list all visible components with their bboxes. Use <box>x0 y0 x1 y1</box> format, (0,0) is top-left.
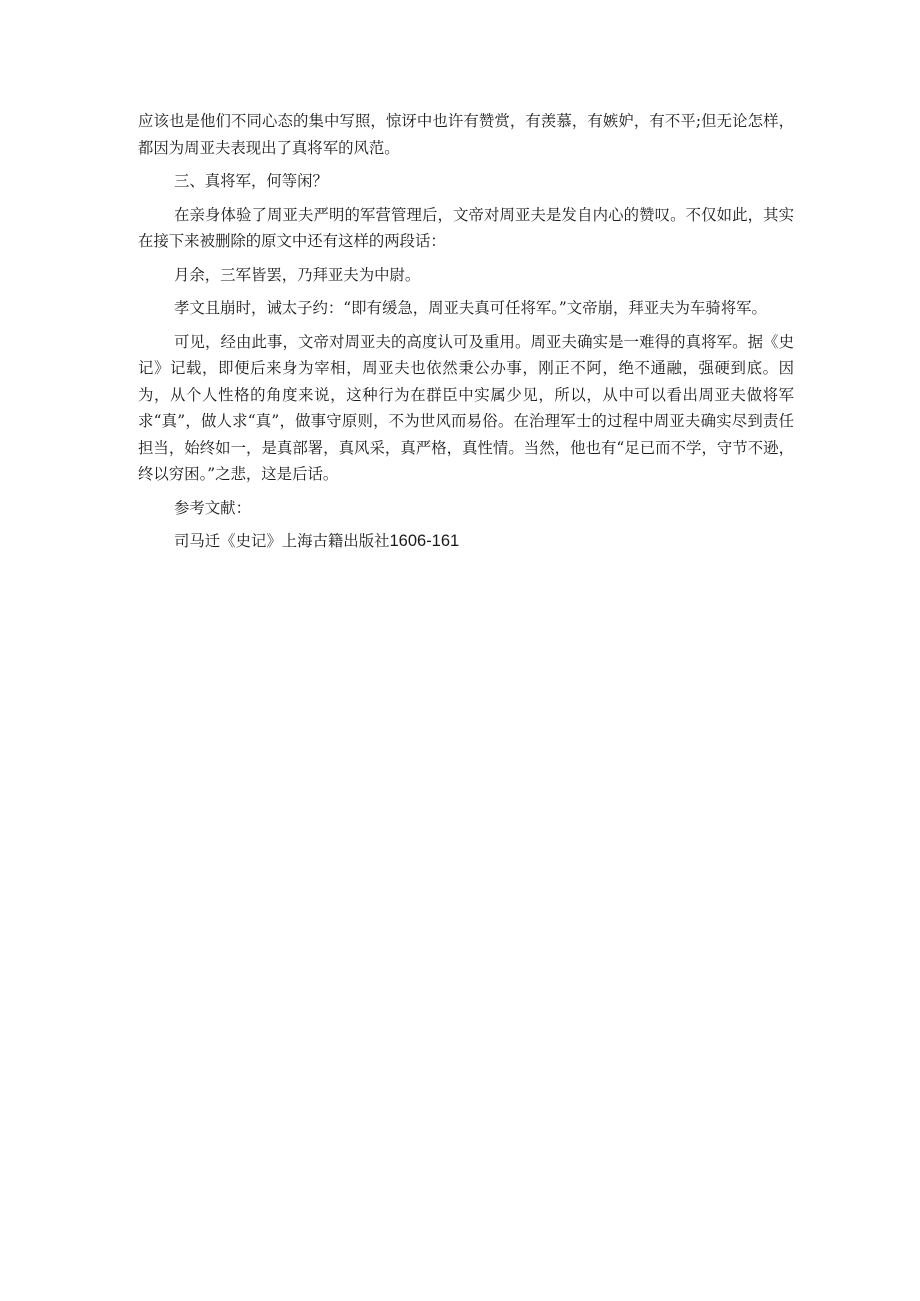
reference-text: 司马迁《史记》上海古籍出版社 <box>174 532 390 550</box>
reference-pages: 1606-161 <box>389 532 460 550</box>
reference-entry <box>138 528 794 555</box>
paragraph-continuation: 应该也是他们不同心态的集中写照，惊讶中也许有赞赏，有羡慕，有嫉妒，有不平;但无论怎样，都因为周亚夫表现出了真将军的风范。 <box>138 112 794 157</box>
paragraph-body: 可见，经由此事，文帝对周亚夫的高度认可及重用。周亚夫确实是一难得的真将军。据《史记》记载，即便后来身为宰相，周亚夫也依然秉公办事，刚正不阿，绝不通融，强硬到底。因为，从个人性格的角度来说，这种行为在群臣中实属少见，所以，从中可以看出周亚夫做将军求“真”，做人求“真”，做事守原则，不为世风而易俗。在治理军士的过程中周亚夫确实尽到责任担当，始终如一，是真部署，真风采，真严格，真性情。当然，他也有“足已而不学，守节不逊，终以穷困。”之悲，这是后话。 <box>138 332 794 483</box>
quote-paragraph: 孝文且崩时，诫太子约：“即有缓急，周亚夫真可任将军。”文帝崩，拜亚夫为车骑将军。 <box>174 299 767 317</box>
paragraph-body: 在亲身体验了周亚夫严明的军营管理后，文帝对周亚夫是发自内心的赞叹。不仅如此，其实在接下来被删除的原文中还有这样的两段话： <box>138 205 794 250</box>
document-page <box>138 108 794 555</box>
quote-paragraph: 月余，三军皆罢，乃拜亚夫为中尉。 <box>174 265 421 284</box>
references-heading: 参考文献： <box>174 498 251 517</box>
section-heading: 三、真将军，何等闲？ <box>174 172 328 190</box>
